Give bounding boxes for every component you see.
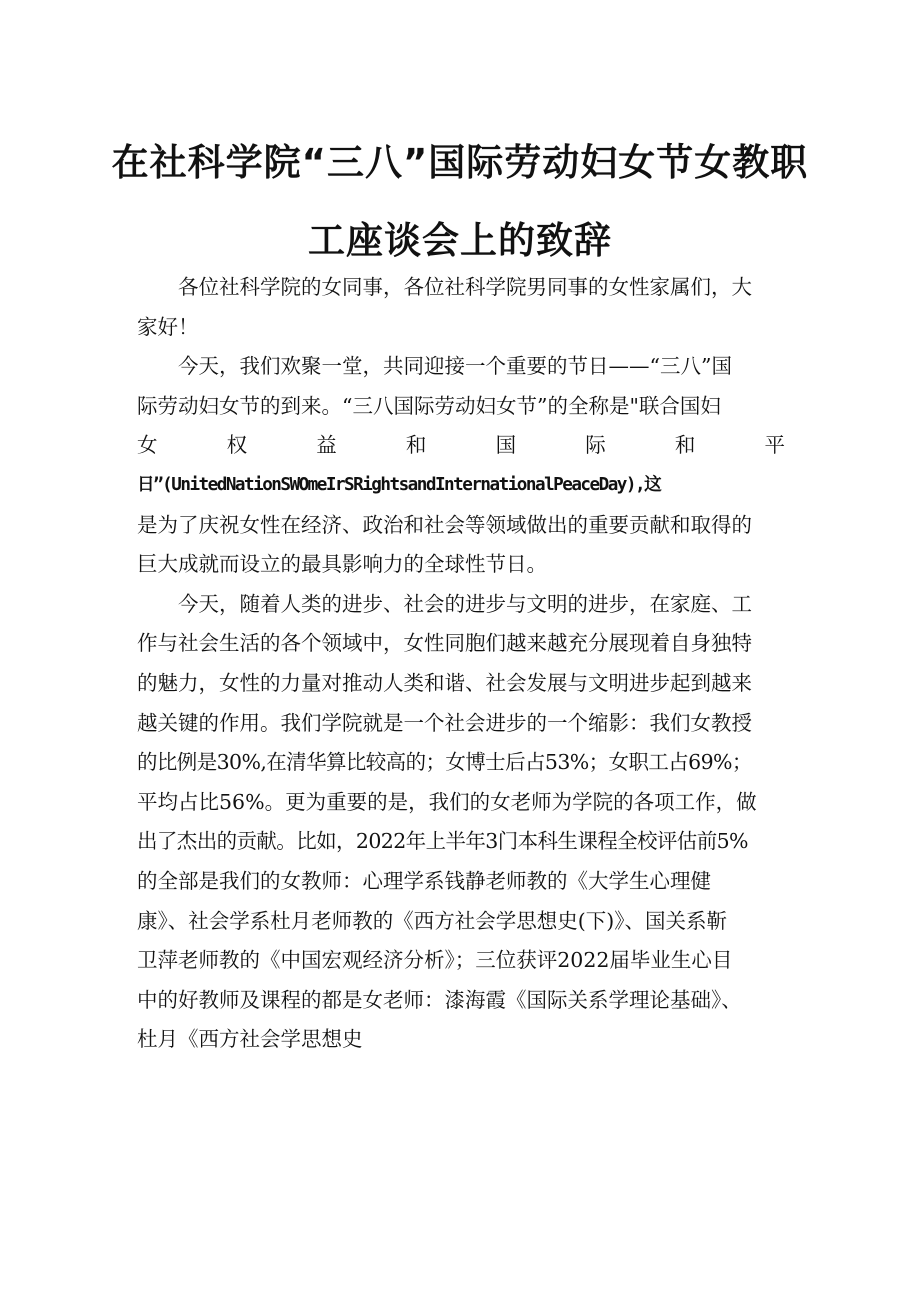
text-line: 的魅力，女性的力量对推动人类和谐、社会发展与文明进步起到越来 xyxy=(137,670,752,695)
document-title-line-1: 在社科学院“三八”国际劳动妇女节女教职 xyxy=(111,141,809,184)
text-line: 今天，随着人类的进步、社会的进步与文明的进步，在家庭、工 xyxy=(178,591,752,616)
text-line: 中的好教师及课程的都是女老师：漆海霞《国际关系学理论基础》、 xyxy=(137,987,742,1012)
text-line: 作与社会生活的各个领域中，女性同胞们越来越充分展现着自身独特 xyxy=(137,631,752,656)
justified-char: 女 xyxy=(137,433,158,458)
text-line: 平均占比56%。更为重要的是，我们的女老师为学院的各项工作，做 xyxy=(137,789,757,814)
text-line: 家好！ xyxy=(137,314,199,339)
text-line: 出了杰出的贡献。比如，2022年上半年3门本科生课程全校评估前5% xyxy=(137,829,748,854)
text-line: 际劳动妇女节的到来。“三八国际劳动妇女节”的全称是"联合国妇 xyxy=(137,393,721,418)
text-line: 巨大成就而设立的最具影响力的全球性节日。 xyxy=(137,552,547,577)
text-line: 卫萍老师教的《中国宏观经济分析》；三位获评2022届毕业生心目 xyxy=(137,948,733,973)
document-title-line-2: 工座谈会上的致辞 xyxy=(308,219,612,262)
justified-char: 和 xyxy=(674,433,696,458)
document-body xyxy=(137,268,785,1060)
justified-char: 和 xyxy=(405,433,427,458)
justified-char: 权 xyxy=(226,433,248,458)
justified-char: 国 xyxy=(495,433,517,458)
text-line: 今天，我们欢聚一堂，共同迎接一个重要的节日——“三八”国 xyxy=(178,354,732,379)
justified-char: 益 xyxy=(316,433,337,458)
text-line: 是为了庆祝女性在经济、政治和社会等领域做出的重要贡献和取得的 xyxy=(137,512,752,537)
text-line: 越关键的作用。我们学院就是一个社会进步的一个缩影：我们女教授 xyxy=(137,710,752,735)
text-line: 各位社科学院的女同事，各位社科学院男同事的女性家属们，大 xyxy=(178,275,752,299)
text-line: 的全部是我们的女教师：心理学系钱静老师教的《大学生心理健 xyxy=(137,868,711,893)
text-line: 康》、社会学系杜月老师教的《西方社会学思想史(下)》、国关系靳 xyxy=(137,908,727,933)
text-line: 的比例是30%,在清华算比较高的；女博士后占53%；女职工占69%； xyxy=(137,750,752,775)
justified-char: 平 xyxy=(764,433,785,458)
text-line: 杜月《西方社会学思想史 xyxy=(137,1027,363,1052)
text-line: 日”(UnitedNationSWOmeIrSRightsandInternationalPeaceDay),这 xyxy=(137,474,661,495)
justified-char: 际 xyxy=(585,433,606,458)
text-line-justified xyxy=(137,426,785,466)
